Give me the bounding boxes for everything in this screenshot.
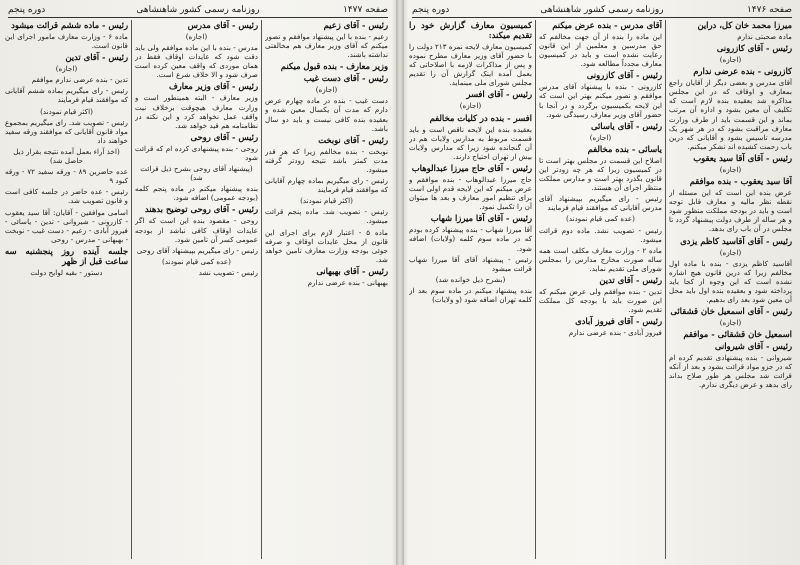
paragraph: کمیسیون معارف لایحه نمره ۲۱۳ دولت را با حضور آقای وزیر معارف مطرح نموده و پس از مذاکرات لازمه با اصلاحاتی که بعمل آمده اینک گزارش آن را تقدیم مجلس شورای ملی مینماید. xyxy=(409,42,532,88)
paragraph: (اکثر قیام نمودند) xyxy=(40,106,93,116)
speaker-heading: رئیس - آقای بهبهانی xyxy=(316,265,388,276)
newspaper-title: روزنامه رسمی کشور شاهنشاهی xyxy=(136,5,260,15)
paragraph: روحی - بنده پیشنهادی کرده ام که قرائت شود xyxy=(135,143,258,162)
paragraph: (اجازه) xyxy=(719,55,742,65)
speaker-heading: رئیس - آقای تدین xyxy=(599,274,662,285)
paragraph: وزیر معارف - البته همینطور است و وزارت معارف هیچوقت برخلاف نیت واقف عمل نخواهد کرد و این نکته در نظامنامه هم قید خواهد شد. xyxy=(135,93,258,130)
column-rule xyxy=(535,20,536,559)
page-header xyxy=(412,4,792,18)
speaker-heading: رئیس - آقای کازرونی xyxy=(586,70,662,81)
paragraph: رئیس - پیشنهاد آقای آقا میرزا شهاب قرائت میشود xyxy=(409,254,532,273)
speaker-heading: رئیس - آقای آقا میرزا شهاب xyxy=(430,213,532,224)
page-number: صفحه ۱۴۷۷ xyxy=(342,5,388,15)
speaker-heading: آقا سید یعقوب - بنده موافقم xyxy=(689,176,792,187)
paragraph: آقاسید کاظم یزدی - بنده با ماده اول مخالفم زیرا که درین قانون هیچ اشاره نشده است که این وجوه از کجا باید پرداخته شود و بعقیده بنده اول باید محل آن معین شود بعد رای بدهیم. xyxy=(669,258,792,304)
paragraph: بنده پیشنهاد میکنم در ماده سوم بعد از کلمه تهران اضافه شود (و ولایات) xyxy=(409,285,532,304)
speaker-heading: میرزا محمد خان کل، دراین xyxy=(697,20,792,30)
paragraph: فیروز آبادی - بنده عرضی ندارم xyxy=(568,328,662,338)
paragraph: عده حاضرین ۸۹ - ورقه سفید ۷۲ - ورقه کبود ۹ xyxy=(5,167,128,186)
speaker-heading: رئیس - آقای حاج میرزا عبدالوهاب xyxy=(411,162,532,173)
paragraph: (اخذ آراء بعمل آمده نتیجه بقرار ذیل حاصل شد) xyxy=(13,146,120,166)
paragraph: (اجازه) xyxy=(719,164,742,174)
text-column xyxy=(5,20,128,559)
paragraph: رئیس - تصویب نشد xyxy=(198,267,258,277)
paragraph: (عده کمی قیام نمودند) xyxy=(162,256,231,266)
speaker-heading: جلسه آینده روز پنجشنبه سه ساعت قبل از ظهر xyxy=(5,245,128,266)
page-header xyxy=(8,4,388,18)
paragraph: شیروانی - بنده پیشنهادی تقدیم کرده ام که در جزو مواد قرائت بشود و بعد از آنکه قرائت شد مجلس هر طور صلاح بداند رای بدهد و عرض دیگری ندارم. xyxy=(669,353,792,390)
paragraph: (بشرح ذیل خوانده شد) xyxy=(435,274,506,284)
speaker-heading: یاسائی - بنده مخالفم xyxy=(587,143,662,154)
paragraph: دستور - بقیه لوایح دولت xyxy=(30,267,103,277)
paragraph: بعقیده بنده این لایحه ناقص است و باید قسمت مربوط به مدارس ولایات هم در آن گنجانده شود زیرا که مدارس ولایات بیش از تهران احتیاج دارند. xyxy=(409,124,532,161)
speaker-heading: رئیس - آقای آقاسید کاظم یزدی xyxy=(680,235,792,246)
paragraph: ماده ۶ - وزارت معارف مامور اجرای این قانون است. xyxy=(5,32,128,51)
paragraph: اصلاح این قسمت در مجلس بهتر است تا در کمیسیون زیرا که هر چه زودتر این قانون بگذرد بهتر است و مدارس مملکت منتظر اجرای آن هستند. xyxy=(539,155,662,193)
speaker-heading: رئیس - آقای اسمعیل خان قشقائی xyxy=(670,306,792,317)
paragraph: دست غیب - بنده در ماده چهارم عرض دارم که مدت آن یکسال معین شده و بعقیده بنده کافی نیست و باید دو سال باشد. xyxy=(265,96,388,133)
speaker-heading: رئیس - آقای روحی xyxy=(190,131,258,142)
paragraph: (اجازه) xyxy=(719,247,742,257)
left-page xyxy=(0,0,396,565)
paragraph: (اجازه) xyxy=(719,318,742,328)
session-label: دوره پنجم xyxy=(8,5,46,15)
book-gutter xyxy=(396,0,404,565)
speaker-heading: اسمعیل خان قشقائی - موافقم xyxy=(683,329,792,340)
paragraph: روحی - مقصود بنده این است که اگر عایدات اوقاف کافی نباشد از بودجه عمومی کسر آن تامین شود. xyxy=(135,216,258,244)
speaker-heading: کمیسیون معارف گزارش خود را تقدیم میکند: xyxy=(409,20,532,40)
speaker-heading: وزیر معارف - بنده قبول میکنم xyxy=(280,61,388,72)
paragraph: (اکثر قیام نمودند) xyxy=(300,196,353,206)
paragraph: رئیس - رای میگیریم بپیشنهاد آقای روحی xyxy=(136,245,258,255)
column-rule xyxy=(261,20,262,559)
speaker-heading: رئیس - آقای مدرس xyxy=(187,20,258,30)
speaker-heading: رئیس - آقای نوبخت xyxy=(318,134,388,145)
paragraph: ماده ۲ - وزارت معارف مکلف است همه ساله صورت مخارج مدارس را بمجلس شورای ملی تقدیم نماید. xyxy=(539,245,662,273)
paragraph: (اجازه) xyxy=(185,32,208,41)
paragraph: بهبهانی - بنده عرضی ندارم xyxy=(307,277,388,287)
columns xyxy=(5,20,388,559)
text-column xyxy=(669,20,792,559)
speaker-heading: رئیس - آقای شیروانی xyxy=(714,341,792,352)
paragraph: مادہ صحبتی ندارم xyxy=(737,32,792,41)
paragraph: مدرس - بنده با این ماده موافقم ولی باید دقت شود که عایدات اوقاف فقط در همان موردی که واقف معین کرده است صرف شود و الا خلاف شرع است. xyxy=(135,43,258,80)
paragraph: ماده ۵ - اعتبار لازم برای اجرای این قانون از محل عایدات اوقاف و صرفه جوئی بودجه وزارت معارف تامین خواهد شد. xyxy=(265,227,388,264)
speaker-heading: رئیس - آقای روحی توضیح بدهند xyxy=(144,204,258,215)
speaker-heading: رئیس - آقای دست غیب xyxy=(303,73,388,84)
paragraph: اسامی موافقین - آقایان: آقا سید یعقوب - کازرونی - شیروانی - تدین - یاسائی - فیروز آبادی - زعیم - دست غیب - نوبخت - بهبهانی - مدرس - روحی xyxy=(5,207,128,244)
column-rule xyxy=(131,20,132,559)
speaker-heading: رئیس - آقای افسر xyxy=(466,89,532,100)
text-column xyxy=(265,20,388,559)
speaker-heading: کازرونی - بنده عرضی ندارم xyxy=(693,66,792,77)
paragraph: این ماده را بنده از آن جهت مخالفم که حق مدرسین و معلمین از این قانون رعایت نشده است و باید در کمیسیون معارف مجدداً مطالعه شود. xyxy=(539,32,662,69)
paragraph: (عده کمی قیام نمودند) xyxy=(566,214,635,224)
speaker-heading: رئیس - آقای فیروز آبادی xyxy=(575,316,662,327)
speaker-heading: رئیس - آقای تدین xyxy=(65,52,128,63)
speaker-heading: رئیس - آقای کازرونی xyxy=(716,43,792,54)
paragraph: رئیس - تصویب نشد. ماده دوم قرائت میشود. xyxy=(539,225,662,244)
page-number: صفحه ۱۴۷۶ xyxy=(746,5,792,15)
speaker-heading: رئیس - آقای آقا سید یعقوب xyxy=(693,152,792,163)
speaker-heading: رئیس - آقای یاسائی xyxy=(590,120,662,131)
paragraph: (اجازه) xyxy=(55,64,78,74)
paragraph: کازرونی - بنده با پیشنهاد آقای مدرس موافقم و تصور میکنم بهتر این است که این لایحه بکمیسیون برگردد و در آنجا با حضور آقای وزیر معارف رسیدگی شود. xyxy=(539,82,662,119)
paragraph: رئیس - عده حاضر در جلسه کافی است و قانون تصویب شد. xyxy=(5,187,128,206)
column-rule xyxy=(665,20,666,559)
speaker-heading: آقای مدرس - بنده عرض میکنم xyxy=(552,20,662,30)
paragraph: زعیم - بنده با این پیشنهاد موافقم و تصور میکنم که آقای وزیر معارف هم مخالفتی نداشته باشند. xyxy=(265,32,388,60)
speaker-heading: رئیس - آقای زعیم xyxy=(323,20,388,30)
paragraph: بنده پیشنهاد میکنم در ماده پنجم کلمه (بودجه عمومی) اضافه شود. xyxy=(135,184,258,203)
paragraph: آقای مدرس و بعضی دیگر از آقایان راجع بمعارف و اوقاف که در این مجلس مذاکره شد بعقیده بنده لازم است که تکلیف آن معین بشود و اداره آن مرتب بماند و این قسمت باید از طرف وزارت معارف مراقبت بشود که در هر شهر یک مدرسه تاسیس بشود و آقایانی که درین باب زحمت کشیده اند تشکر میکنم. xyxy=(669,78,792,151)
paragraph: رئیس - رای میگیریم بماده چهارم آقایانی که موافقند قیام فرمایند xyxy=(265,176,388,195)
text-column xyxy=(135,20,258,559)
paragraph: عرض بنده این است که این مسئله از نقطه نظر مالیه و معارف قابل توجه است و باید در بودجه مملکت منظور شود و هر ساله از طرف دولت پیشنهاد گردد تا مجلس در آن باب رای بدهد. xyxy=(669,188,792,234)
speaker-heading: رئیس - ماده ششم قرائت میشود xyxy=(11,20,128,30)
paragraph: آقا میرزا شهاب - بنده پیشنهاد کرده بودم که در ماده سوم کلمه (ولایات) اضافه شود. xyxy=(409,225,532,253)
speaker-heading: رئیس - آقای وزیر معارف xyxy=(168,81,258,92)
paragraph: (اجازه) xyxy=(589,132,612,142)
paragraph: (اجازه) xyxy=(459,101,482,111)
right-page xyxy=(404,0,800,565)
paragraph: (پیشنهاد آقای روحی بشرح ذیل قرائت شد) xyxy=(140,164,253,183)
text-column xyxy=(409,20,532,559)
newspaper-title: روزنامه رسمی کشور شاهنشاهی xyxy=(540,5,664,15)
paragraph: رئیس - رای میگیریم بپیشنهاد آقای مدرس آقایانی که موافقند قیام فرمایند xyxy=(539,194,662,213)
paragraph: رئیس - رای میگیریم بماده ششم آقایانی که موافقند قیام فرمایند xyxy=(5,86,128,105)
paragraph: حاج میرزا عبدالوهاب - بنده موافقم و عرض میکنم که این لایحه قدم اولی است برای تنظیم امور معارف و بعد ها میتوان آن را تکمیل نمود. xyxy=(409,174,532,212)
paragraph: رئیس - تصویب شد. رای میگیریم بمجموع مواد قانون آقایانی که موافقند ورقه سفید خواهند داد xyxy=(5,117,128,145)
text-column xyxy=(539,20,662,559)
speaker-heading: افسر - بنده در کلیات مخالفم xyxy=(429,112,532,123)
paragraph: تدین - بنده عرضی ندارم موافقم xyxy=(31,75,128,85)
paragraph: رئیس - تصویب شد. ماده پنجم قرائت میشود. xyxy=(265,207,388,226)
paragraph: نوبخت - بنده مخالفم زیرا که هر قدر مدت کمتر باشد نتیجه زودتر گرفته میشود. xyxy=(265,146,388,174)
session-label: دوره پنجم xyxy=(412,5,450,15)
columns xyxy=(409,20,792,559)
paragraph: (اجازه) xyxy=(315,85,338,95)
paragraph: تدین - بنده موافقم ولی عرض میکنم که این صورت باید با بودجه کل مملکت تقدیم شود. xyxy=(539,286,662,315)
